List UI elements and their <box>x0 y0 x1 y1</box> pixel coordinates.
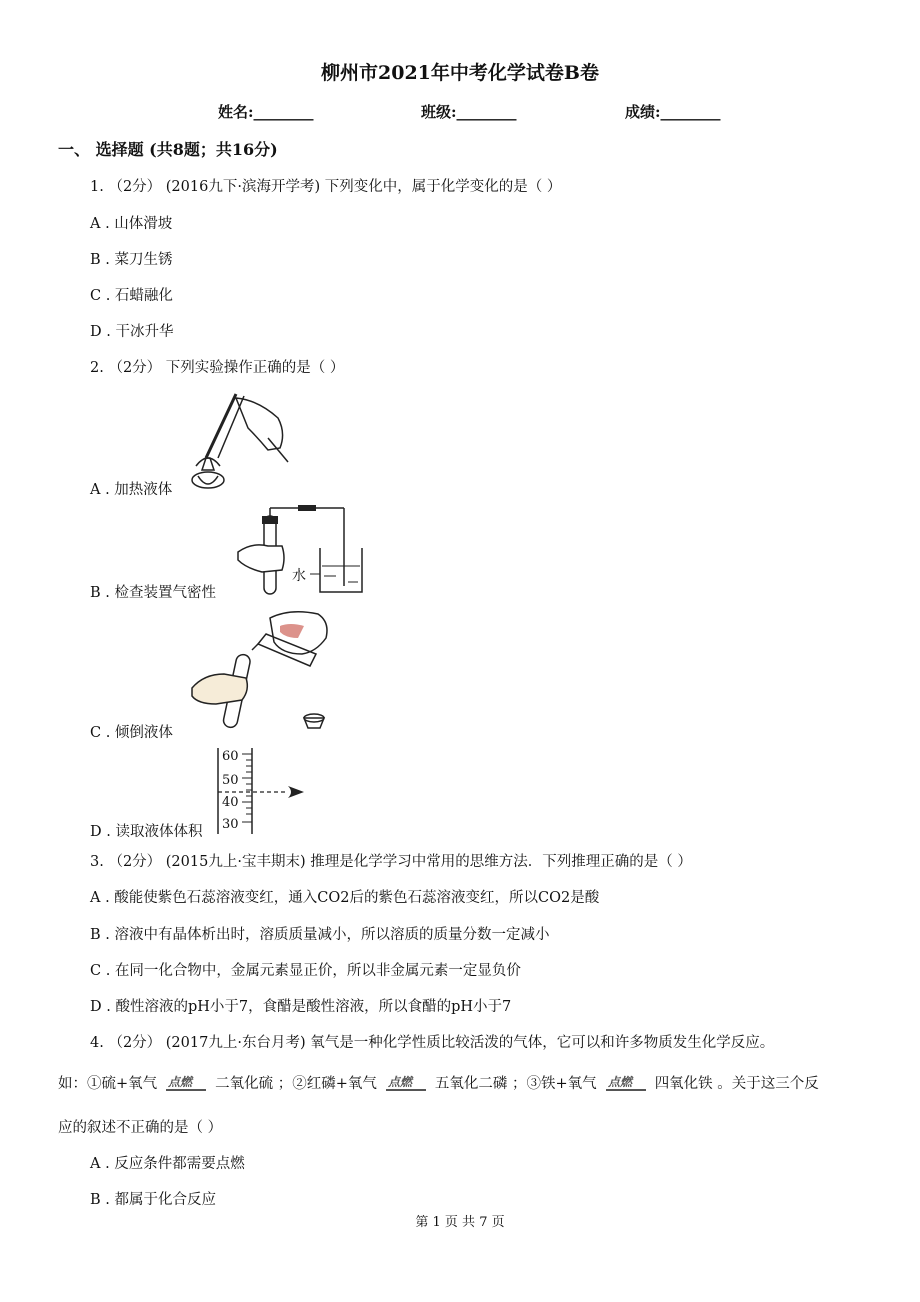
q3-stem: 3. （2分） (2015九上·宝丰期末) 推理是化学学习中常用的思维方法．下列推理正确的是（ ） <box>90 854 692 870</box>
q4-reaction-2-text: 二氧化硫 ；②红磷+氧气 <box>215 1076 377 1092</box>
heating-liquid-figure <box>188 388 298 496</box>
tick-40: 40 <box>222 795 239 810</box>
ignite-condition-3 <box>605 1073 647 1095</box>
section-title: 一、 选择题 (共8题；共16分) <box>58 140 278 159</box>
pouring-liquid-figure <box>186 604 336 732</box>
q2-option-a: A . 加热液体 <box>90 482 173 498</box>
q4-reaction-3-text: 五氧化二磷 ；③铁+氧气 <box>434 1076 597 1092</box>
q4-stem-end: 应的叙述不正确的是（ ） <box>58 1120 223 1136</box>
q1-option-d: D . 干冰升华 <box>90 324 174 340</box>
q2-stem: 2. （2分） 下列实验操作正确的是（ ） <box>90 360 345 376</box>
q4-reaction-end-text: 四氧化铁 。关于这三个反 <box>654 1076 819 1092</box>
q4-stem: 4. （2分） (2017九上·东台月考) 氧气是一种化学性质比较活泼的气体，它可以和许多物质发生化学反应。 <box>90 1035 775 1051</box>
ignite-condition-1 <box>165 1073 207 1095</box>
q1-option-a: A . 山体滑坡 <box>90 216 173 232</box>
page-title: 柳州市2021年中考化学试卷B卷 <box>321 62 599 84</box>
q4-option-b: B . 都属于化合反应 <box>90 1192 216 1208</box>
water-label: 水 <box>292 568 306 584</box>
q4-option-a: A . 反应条件都需要点燃 <box>90 1156 245 1172</box>
q1-option-c: C . 石蜡融化 <box>90 288 173 304</box>
q2-option-b: B . 检查装置气密性 <box>90 585 216 601</box>
class-field: 班级:________ <box>421 103 517 121</box>
reading-volume-figure <box>214 746 310 836</box>
q3-option-d: D . 酸性溶液的pH小于7，食醋是酸性溶液，所以食醋的pH小于7 <box>90 999 512 1015</box>
page-footer: 第 1 页 共 7 页 <box>415 1215 505 1230</box>
q3-option-a: A . 酸能使紫色石蕊溶液变红，通入CO2后的紫色石蕊溶液变红，所以CO2是酸 <box>90 890 600 906</box>
condition-text-2: 点燃 <box>387 1075 412 1089</box>
q3-option-b: B . 溶液中有晶体析出时，溶质质量减小，所以溶质的质量分数一定减小 <box>90 927 550 943</box>
tick-30: 30 <box>222 817 239 832</box>
tick-60: 60 <box>222 749 239 764</box>
name-field: 姓名:________ <box>218 103 314 121</box>
q3-option-c: C . 在同一化合物中，金属元素显正价，所以非金属元素一定显负价 <box>90 963 521 979</box>
ignite-condition-2 <box>385 1073 427 1095</box>
q1-option-b: B . 菜刀生锈 <box>90 252 173 268</box>
q2-option-d: D . 读取液体体积 <box>90 824 203 840</box>
q4-reactions-line <box>58 1072 819 1095</box>
q2-option-c: C . 倾倒液体 <box>90 725 173 741</box>
score-field: 成绩:________ <box>625 103 721 121</box>
tick-50: 50 <box>222 773 239 788</box>
airtightness-check-figure <box>232 502 372 598</box>
condition-text-3: 点燃 <box>607 1075 632 1089</box>
q4-reaction-1-text: 如：①硫+氧气 <box>58 1076 158 1092</box>
condition-text-1: 点燃 <box>168 1075 193 1089</box>
q1-stem: 1. （2分） (2016九下·滨海开学考) 下列变化中，属于化学变化的是（ ） <box>90 179 562 195</box>
